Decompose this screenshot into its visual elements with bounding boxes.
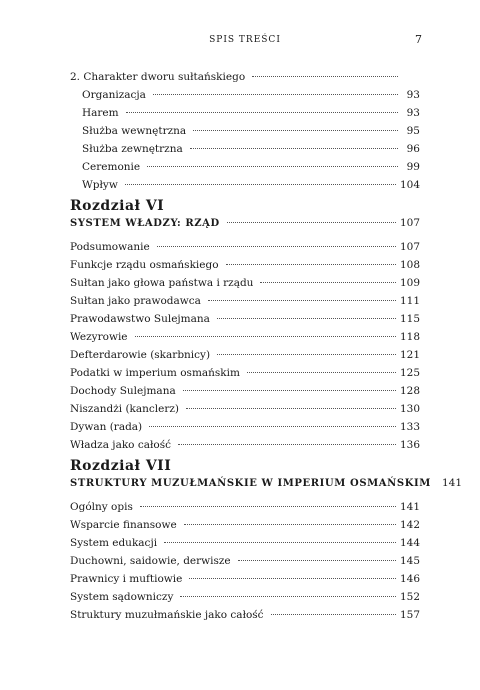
toc-entry-page: 108 <box>399 259 420 271</box>
toc-entry-page: 146 <box>399 573 420 585</box>
leader-dots <box>247 362 396 373</box>
leader-dots <box>149 416 396 427</box>
leader-dots <box>157 236 396 247</box>
toc-entry-title: Dywan (rada) <box>70 421 143 433</box>
leader-dots <box>227 212 396 223</box>
leader-dots <box>260 272 396 283</box>
toc-section <box>70 474 463 492</box>
leader-dots <box>186 398 396 409</box>
leader-dots <box>226 254 396 265</box>
toc-section-title: STRUKTURY MUZUŁMAŃSKIE W IMPERIUM OSMAŃSKIM <box>70 478 431 489</box>
toc-entry-page: 93 <box>406 89 420 101</box>
toc-entry-page: 145 <box>399 555 420 567</box>
toc-entry-title: Funkcje rządu osmańskiego <box>70 259 219 271</box>
leader-dots <box>180 586 396 597</box>
leader-dots <box>271 604 396 615</box>
toc-entry-page: 121 <box>399 349 420 361</box>
toc-entry-page: 133 <box>399 421 420 433</box>
toc-entry-page: 95 <box>406 125 420 137</box>
toc-entry-title: Prawodawstwo Sulejmana <box>70 313 210 325</box>
toc-entry-page: 93 <box>406 107 420 119</box>
leader-dots <box>217 308 396 319</box>
leader-dots <box>217 344 396 355</box>
toc-section-title: SYSTEM WŁADZY: RZĄD <box>70 218 220 229</box>
leader-dots <box>178 434 396 445</box>
toc-entry-title: Ogólny opis <box>70 501 133 513</box>
leader-dots <box>238 550 396 561</box>
running-head: SPIS TREŚCI <box>209 35 281 45</box>
toc-entry-page: 107 <box>399 217 420 229</box>
toc-entry-title: Wezyrowie <box>70 331 128 343</box>
toc-entry-title: System sądowniczy <box>70 591 174 603</box>
toc-entry-title: Służba zewnętrzna <box>82 143 183 155</box>
toc-entry-page: 109 <box>399 277 420 289</box>
toc-entry-title: System edukacji <box>70 537 158 549</box>
toc-entry-title: 2. Charakter dworu sułtańskiego <box>70 71 246 83</box>
toc-entry-title: Ceremonie <box>82 161 141 173</box>
toc-entry-title: Podsumowanie <box>70 241 150 253</box>
toc-entry-page: 152 <box>399 591 420 603</box>
toc-entry <box>70 176 420 194</box>
toc-entry-title: Wpływ <box>82 179 118 191</box>
leader-dots <box>183 380 396 391</box>
toc-entry-title: Harem <box>82 107 119 119</box>
toc-entry-title: Prawnicy i muftiowie <box>70 573 183 585</box>
toc-entry-page: 118 <box>399 331 420 343</box>
table-of-contents <box>70 68 463 624</box>
toc-entry-page: 111 <box>399 295 420 307</box>
toc-entry-title: Niszandżi (kanclerz) <box>70 403 180 415</box>
toc-entry-title: Duchowni, saidowie, derwisze <box>70 555 231 567</box>
leader-dots <box>126 102 398 113</box>
toc-entry-page: 99 <box>406 161 420 173</box>
chapter-heading: Rozdział VII <box>70 458 172 474</box>
toc-entry-page: 142 <box>399 519 420 531</box>
toc-entry-page: 136 <box>399 439 420 451</box>
toc-entry-title: Władza jako całość <box>70 439 171 451</box>
toc-section <box>70 214 420 232</box>
toc-entry-title: Organizacja <box>82 89 146 101</box>
leader-dots <box>147 156 398 167</box>
leader-dots <box>164 532 396 543</box>
toc-entry-page: 125 <box>399 367 420 379</box>
leader-dots <box>184 514 396 525</box>
toc-entry <box>70 606 420 624</box>
toc-entry-title: Podatki w imperium osmańskim <box>70 367 240 379</box>
toc-entry-title: Dochody Sulejmana <box>70 385 176 397</box>
toc-entry-title: Sułtan jako głowa państwa i rządu <box>70 277 254 289</box>
toc-entry-page: 128 <box>399 385 420 397</box>
toc-entry-page: 141 <box>399 501 420 513</box>
page-number: 7 <box>415 33 422 46</box>
toc-entry-title: Defterdarowie (skarbnicy) <box>70 349 211 361</box>
toc-entry-page: 115 <box>399 313 420 325</box>
toc-entry-title: Służba wewnętrzna <box>82 125 187 137</box>
toc-entry-title: Wsparcie finansowe <box>70 519 177 531</box>
leader-dots <box>125 174 396 185</box>
toc-entry <box>70 436 420 454</box>
toc-entry-page: 104 <box>399 179 420 191</box>
leader-dots <box>190 138 398 149</box>
chapter-heading: Rozdział VI <box>70 198 165 214</box>
leader-dots <box>193 120 398 131</box>
toc-entry-page: 141 <box>441 477 463 489</box>
leader-dots <box>208 290 396 301</box>
toc-entry-title: Sułtan jako prawodawca <box>70 295 201 307</box>
leader-dots <box>140 496 396 507</box>
toc-entry-page: 107 <box>399 241 420 253</box>
toc-entry-page: 157 <box>399 609 420 621</box>
leader-dots <box>189 568 396 579</box>
toc-entry-title: Struktury muzułmańskie jako całość <box>70 609 264 621</box>
leader-dots <box>153 84 398 95</box>
toc-entry-page: 144 <box>399 537 420 549</box>
leader-dots <box>135 326 396 337</box>
leader-dots <box>252 66 398 77</box>
toc-entry-page: 130 <box>399 403 420 415</box>
toc-entry-page: 96 <box>406 143 420 155</box>
